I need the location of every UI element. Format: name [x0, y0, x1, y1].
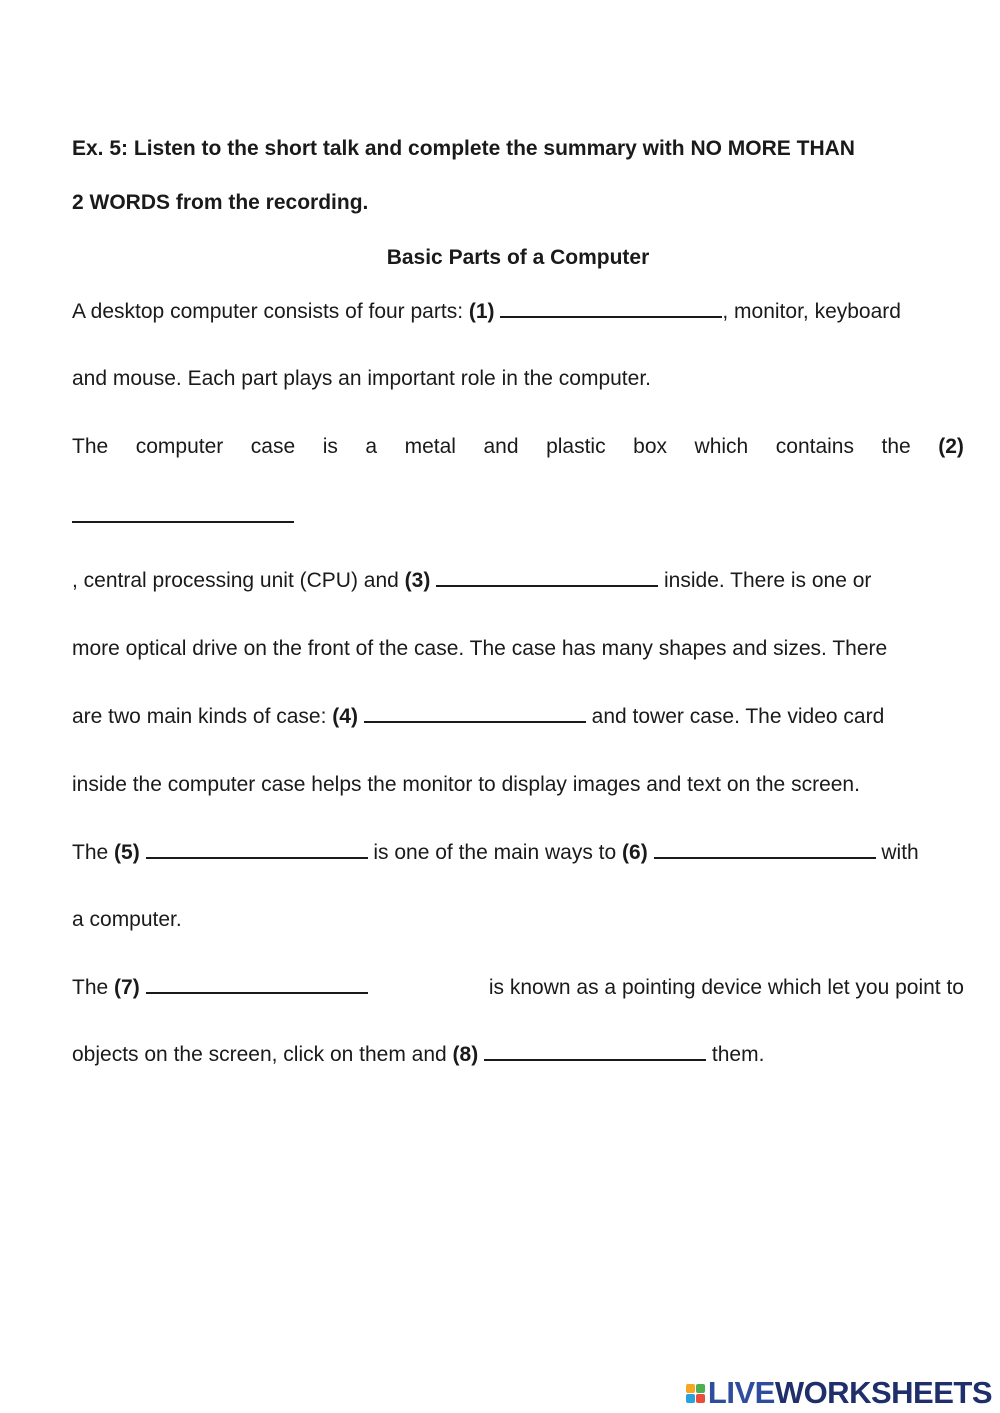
para3-line1 — [72, 839, 964, 867]
answer-blank-7[interactable] — [146, 974, 368, 994]
blank-number-7: (7) — [114, 976, 140, 999]
blank-number-8: (8) — [452, 1043, 479, 1066]
para2-line6: inside the computer case helps the monitor to display images and text on the screen. — [72, 773, 860, 796]
blank-number-6: (6) — [622, 841, 648, 864]
logo-tile — [696, 1384, 705, 1393]
para3-text-c: with — [875, 841, 919, 864]
para3-line2: a computer. — [72, 908, 182, 931]
para4-the: The — [72, 976, 115, 999]
para2-word: plastic — [546, 435, 606, 458]
logo-tile — [686, 1384, 695, 1393]
para4-line2 — [72, 1041, 964, 1069]
answer-blank-5[interactable] — [146, 839, 368, 859]
blank-number-1: (1) — [468, 300, 495, 323]
para4-text-a — [72, 974, 368, 1002]
instruction-line-1: Ex. 5: Listen to the short talk and complete the summary with NO MORE THAN — [72, 137, 855, 160]
blank-number-2: (2) — [938, 435, 964, 458]
instruction-line-2: 2 WORDS from the recording. — [72, 191, 369, 214]
para2-word: computer — [135, 435, 224, 458]
answer-blank-3[interactable] — [436, 567, 658, 587]
liveworksheets-logo[interactable] — [686, 1377, 992, 1409]
para2-word: the — [881, 435, 911, 458]
answer-blank-8[interactable] — [484, 1041, 706, 1061]
logo-text-worksheets: WORKSHEETS — [774, 1375, 992, 1410]
answer-blank-4[interactable] — [364, 703, 586, 723]
blank-number-5: (5) — [114, 841, 140, 864]
para2-word: box — [633, 435, 667, 458]
para2-word: case — [250, 435, 296, 458]
para1-text-a: A desktop computer consists of four parts: — [72, 300, 469, 323]
para2-text-a: , central processing unit (CPU) and — [72, 569, 405, 592]
para4-text-c: objects on the screen, click on them and — [72, 1043, 453, 1066]
para2-word: The — [72, 435, 109, 458]
para2-word: metal — [404, 435, 456, 458]
para4-line1 — [72, 974, 964, 1002]
answer-blank-1[interactable] — [500, 298, 722, 318]
logo-tile — [686, 1394, 695, 1403]
para4-text-b: is known as a pointing device which let you point to — [488, 976, 964, 999]
blank-number-4: (4) — [332, 705, 358, 728]
para2-line3 — [72, 567, 964, 595]
answer-blank-6[interactable] — [654, 839, 876, 859]
answer-blank-2[interactable] — [72, 503, 294, 523]
para3-text-b: is one of the main ways to — [367, 841, 623, 864]
para2-word: is — [322, 435, 338, 458]
para2-word: contains — [775, 435, 854, 458]
para2-line1 — [72, 433, 964, 461]
logo-tile — [696, 1394, 705, 1403]
para2-text-d: and tower case. The video card — [585, 705, 885, 728]
para2-word: a — [365, 435, 378, 458]
liveworksheets-tiles-icon — [686, 1384, 705, 1403]
logo-text-live: LIVE — [707, 1375, 775, 1410]
para1-line2: and mouse. Each part plays an important role in the computer. — [72, 367, 651, 390]
para2-text-c: are two main kinds of case: — [72, 705, 333, 728]
blank-number-3: (3) — [404, 569, 431, 592]
para2-word: which — [694, 435, 749, 458]
para1-line1 — [72, 298, 964, 326]
para2-line2 — [72, 503, 964, 531]
para4-text-d: them. — [706, 1043, 765, 1066]
para2-word: and — [483, 435, 519, 458]
page-title: Basic Parts of a Computer — [386, 246, 650, 269]
para2-line4: more optical drive on the front of the case. The case has many shapes and sizes. There — [72, 637, 888, 660]
para3-text-a: The — [72, 841, 115, 864]
para2-text-b: inside. There is one or — [658, 569, 872, 592]
para1-text-b: , monitor, keyboard — [722, 300, 901, 323]
para2-line5 — [72, 703, 964, 731]
